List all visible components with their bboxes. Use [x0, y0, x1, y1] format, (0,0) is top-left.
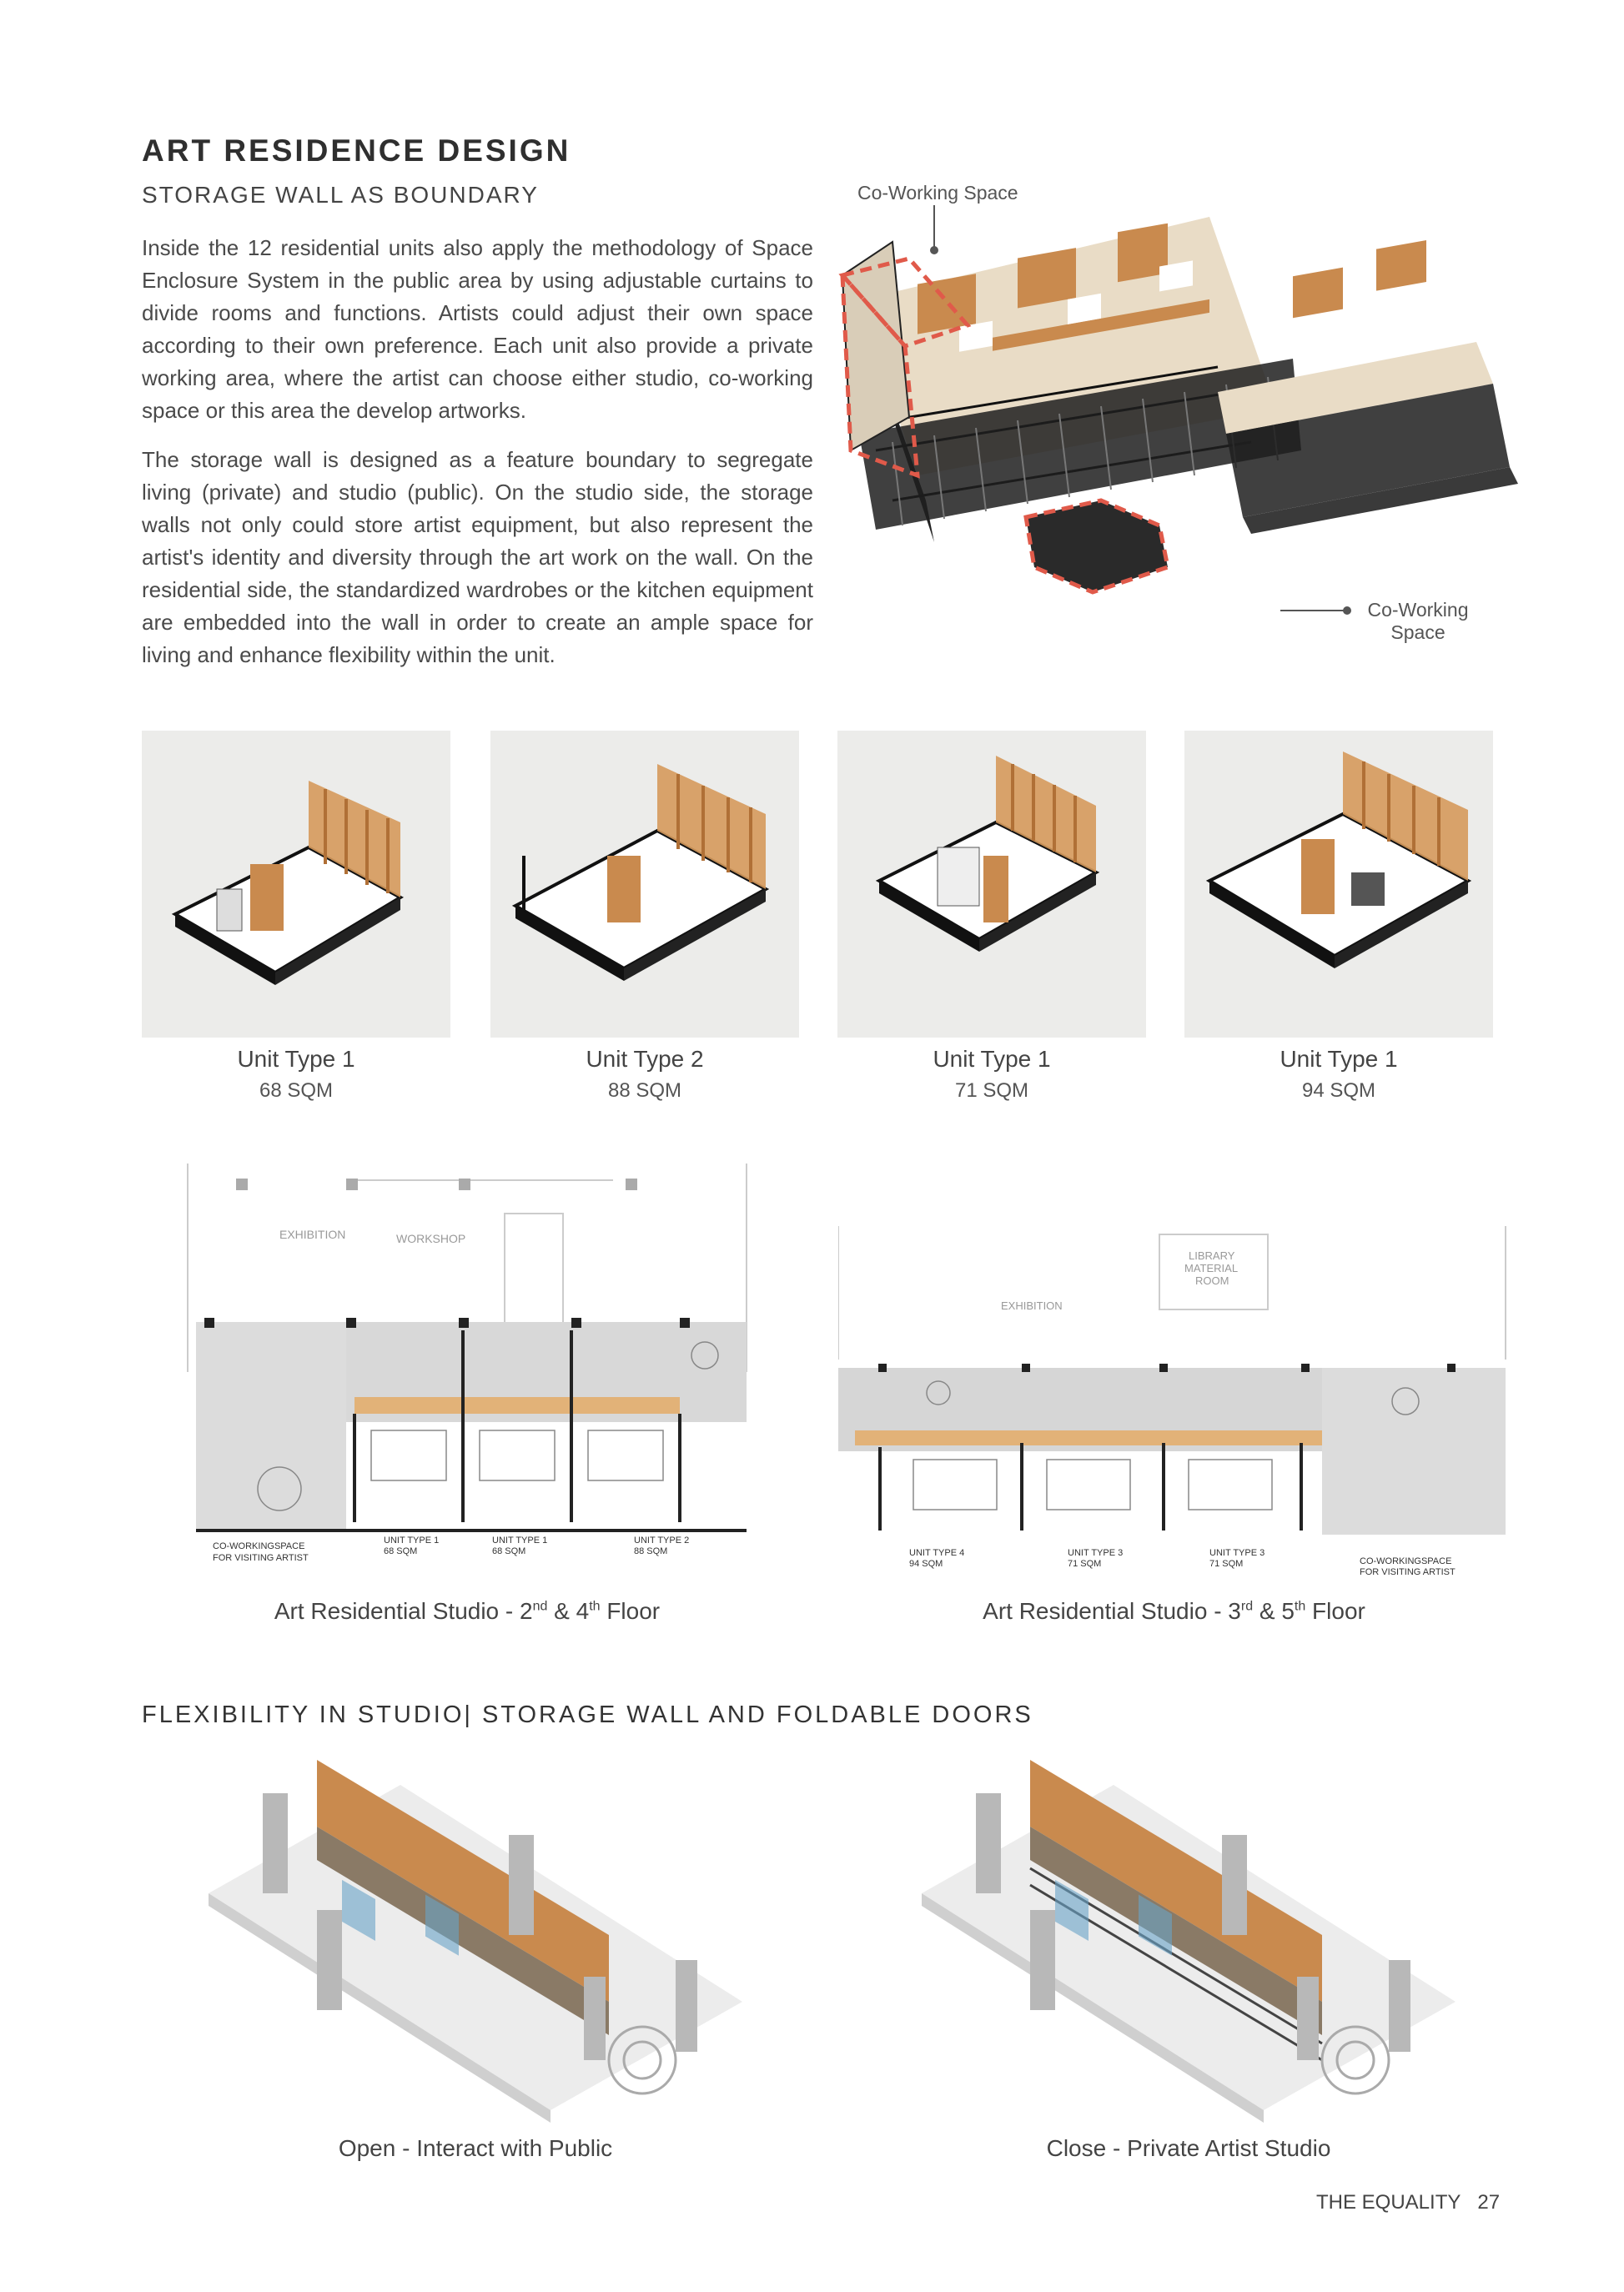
page-number: 27: [1477, 2191, 1501, 2214]
plan-left-caption-sup1: nd: [532, 1599, 548, 1614]
page-subtitle: STORAGE WALL AS BOUNDARY: [142, 182, 539, 208]
plan-right-unit3-area: 71 SQM: [1209, 1559, 1244, 1569]
plan-left-caption-prefix: Art Residential Studio - 2: [274, 1598, 533, 1624]
body-paragraph-2: The storage wall is designed as a feature boundary to segregate living (private) and studio (public). On the studio side, the storage walls not only could store artist equipment, but also represent the artist's identity and diversity through the art work on the wall. On the residential side, the standardized wardrobes or the kitchen equipment are embedded into the wall in order to create an ample space for living and enhance flexibility within the unit.: [142, 447, 813, 667]
unit-4-name: Unit Type 1: [1280, 1046, 1398, 1072]
plan-right-caption-mid: & 5: [1253, 1598, 1295, 1624]
unit-axonometric-4-image: [1184, 731, 1493, 1038]
unit-2-area: 88 SQM: [607, 1079, 682, 1102]
page-footer: [1316, 2191, 1500, 2214]
plan-left-unit3-area: 88 SQM: [634, 1546, 668, 1556]
unit-types-row: [142, 731, 1501, 1135]
callout-coworking-right-line1: Co-Working: [1367, 599, 1469, 621]
plan-left-unit2-area: 68 SQM: [492, 1546, 526, 1556]
unit-axonometric-3-image: [837, 731, 1146, 1038]
plan-left-caption-suffix: Floor: [600, 1598, 661, 1624]
plan-right-caption-suffix: Floor: [1305, 1598, 1365, 1624]
unit-3-area: 71 SQM: [954, 1079, 1029, 1102]
unit-thumbnail-1: [142, 731, 450, 1038]
caption-close: Close - Private Artist Studio: [1046, 2135, 1331, 2161]
plan-left-caption-mid: & 4: [547, 1598, 590, 1624]
callout-coworking-right-line2: Space: [1390, 621, 1446, 643]
unit-thumbnail-4: [1184, 731, 1493, 1038]
plan-right-unit1-name: UNIT TYPE 4: [909, 1548, 965, 1558]
plan-right-unit2-area: 71 SQM: [1068, 1559, 1102, 1569]
plan-right-library-line1: LIBRARY: [1189, 1249, 1235, 1262]
unit-3-name: Unit Type 1: [933, 1046, 1051, 1072]
plan-right-cowork-line1: CO-WORKINGSPACE: [1360, 1556, 1452, 1566]
body-paragraph-1: Inside the 12 residential units also apply the methodology of Space Enclosure System in the public area by using adjustable curtains to divide rooms and functions. Artists could adjust their own space according to their own preference. Each unit also provide a private working area, where the artist can choose either studio, co-working space or this area the develop artworks.: [142, 235, 813, 423]
plan-left-unit1-name: UNIT TYPE 1: [384, 1536, 440, 1546]
plan-right-cowork-line2: FOR VISITING ARTIST: [1360, 1567, 1456, 1577]
plan-right-caption-sup2: th: [1294, 1599, 1306, 1614]
plan-left-workshop-label: WORKSHOP: [396, 1232, 466, 1245]
plan-right-unit3-name: UNIT TYPE 3: [1209, 1548, 1265, 1558]
plan-right-caption-prefix: Art Residential Studio - 3: [983, 1598, 1241, 1624]
unit-axonometric-1-image: [142, 731, 450, 1038]
plan-right-library-line3: ROOM: [1195, 1274, 1229, 1287]
callout-coworking-right: [1351, 599, 1485, 644]
unit-thumbnail-2: [490, 731, 799, 1038]
unit-4-area: 94 SQM: [1301, 1079, 1376, 1102]
unit-thumbnail-3: [837, 731, 1146, 1038]
floor-plan-right-image: [838, 1226, 1510, 1581]
caption-open: Open - Interact with Public: [338, 2135, 613, 2161]
plan-right-library-line2: MATERIAL: [1184, 1262, 1239, 1274]
plan-left-unit3-name: UNIT TYPE 2: [634, 1536, 690, 1546]
unit-1-name: Unit Type 1: [237, 1046, 355, 1072]
studio-open-axonometric-image: [192, 1760, 759, 2127]
plan-left-caption: [179, 1598, 755, 1625]
unit-axonometric-2-image: [490, 731, 799, 1038]
plan-left-exhibition-label: EXHIBITION: [279, 1228, 346, 1241]
plan-right-caption: [838, 1598, 1510, 1625]
plan-left-unit2-name: UNIT TYPE 1: [492, 1536, 548, 1546]
plan-right-unit1-area: 94 SQM: [909, 1559, 943, 1569]
unit-1-area: 68 SQM: [259, 1079, 334, 1102]
floor-plan-left-image: [179, 1164, 755, 1581]
studio-close-axonometric-image: [905, 1760, 1472, 2127]
callout-coworking-top: Co-Working Space: [857, 182, 1018, 204]
plan-right-exhibition-label: EXHIBITION: [1001, 1299, 1063, 1312]
section-heading-flexibility: FLEXIBILITY IN STUDIO| STORAGE WALL AND FOLDABLE DOORS: [142, 1701, 1033, 1728]
plan-right-caption-sup1: rd: [1240, 1599, 1254, 1614]
plan-left-unit1-area: 68 SQM: [384, 1546, 418, 1556]
plan-left-caption-sup2: th: [589, 1599, 601, 1614]
unit-2-name: Unit Type 2: [586, 1046, 704, 1072]
plan-left-cowork-line2: FOR VISITING ARTIST: [213, 1553, 309, 1563]
page-title: ART RESIDENCE DESIGN: [142, 133, 571, 168]
plan-left-cowork-line1: CO-WORKINGSPACE: [213, 1541, 305, 1551]
plan-right-unit2-name: UNIT TYPE 3: [1068, 1548, 1124, 1558]
footer-label: THE EQUALITY: [1316, 2191, 1461, 2214]
